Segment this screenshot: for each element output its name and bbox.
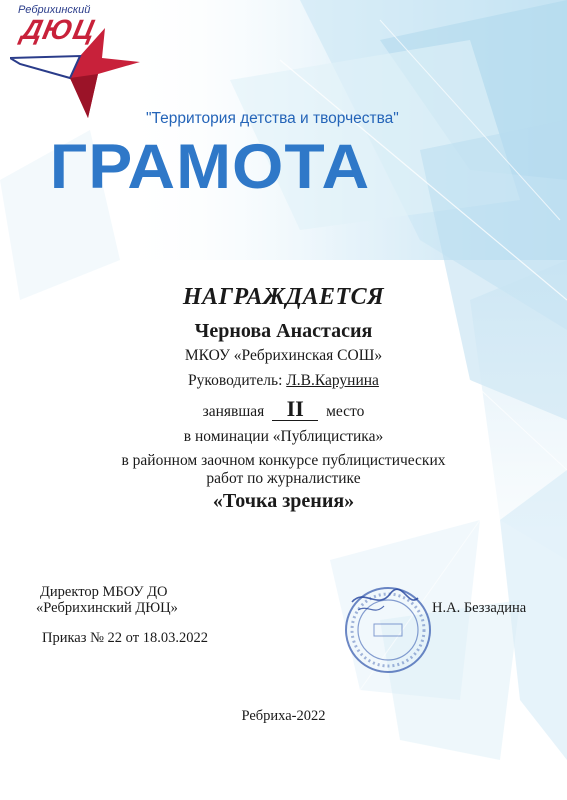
page-title: ГРАМОТА: [49, 130, 371, 202]
contest-line-2: работ по журналистике: [206, 470, 361, 487]
awarded-heading: НАГРАЖДАЕТСЯ: [182, 284, 385, 310]
recipient-name: Чернова Анастасия: [194, 320, 373, 342]
order-reference: Приказ № 22 от 18.03.2022: [42, 630, 208, 646]
leader-label: Руководитель:: [188, 372, 283, 389]
logo-abbreviation: ДЮЦ: [18, 14, 99, 45]
school-name: МКОУ «Ребрихинская СОШ»: [184, 347, 383, 364]
footer-place-year: Ребриха-2022: [241, 708, 326, 724]
leader-name: Л.В.Карунина: [286, 372, 379, 389]
signer-position-line-2: «Ребрихинский ДЮЦ»: [36, 600, 178, 616]
contest-line-1: в районном заочном конкурсе публицистических: [121, 452, 446, 469]
place-value: II: [272, 398, 318, 421]
slogan: "Территория детства и творчества": [146, 110, 399, 127]
place-suffix: место: [326, 403, 365, 420]
signer-position-line-1: Директор МБОУ ДО: [40, 584, 168, 600]
signer-name: Н.А. Беззадина: [432, 600, 527, 616]
leader-line: [0, 372, 567, 390]
nomination: в номинации «Публицистика»: [183, 428, 384, 445]
contest-name: «Точка зрения»: [212, 490, 355, 512]
place-line: [0, 398, 567, 421]
round-stamp-icon: [338, 580, 434, 676]
logo-caption: Ребрихинский: [18, 4, 91, 16]
place-prefix: занявшая: [202, 403, 265, 420]
